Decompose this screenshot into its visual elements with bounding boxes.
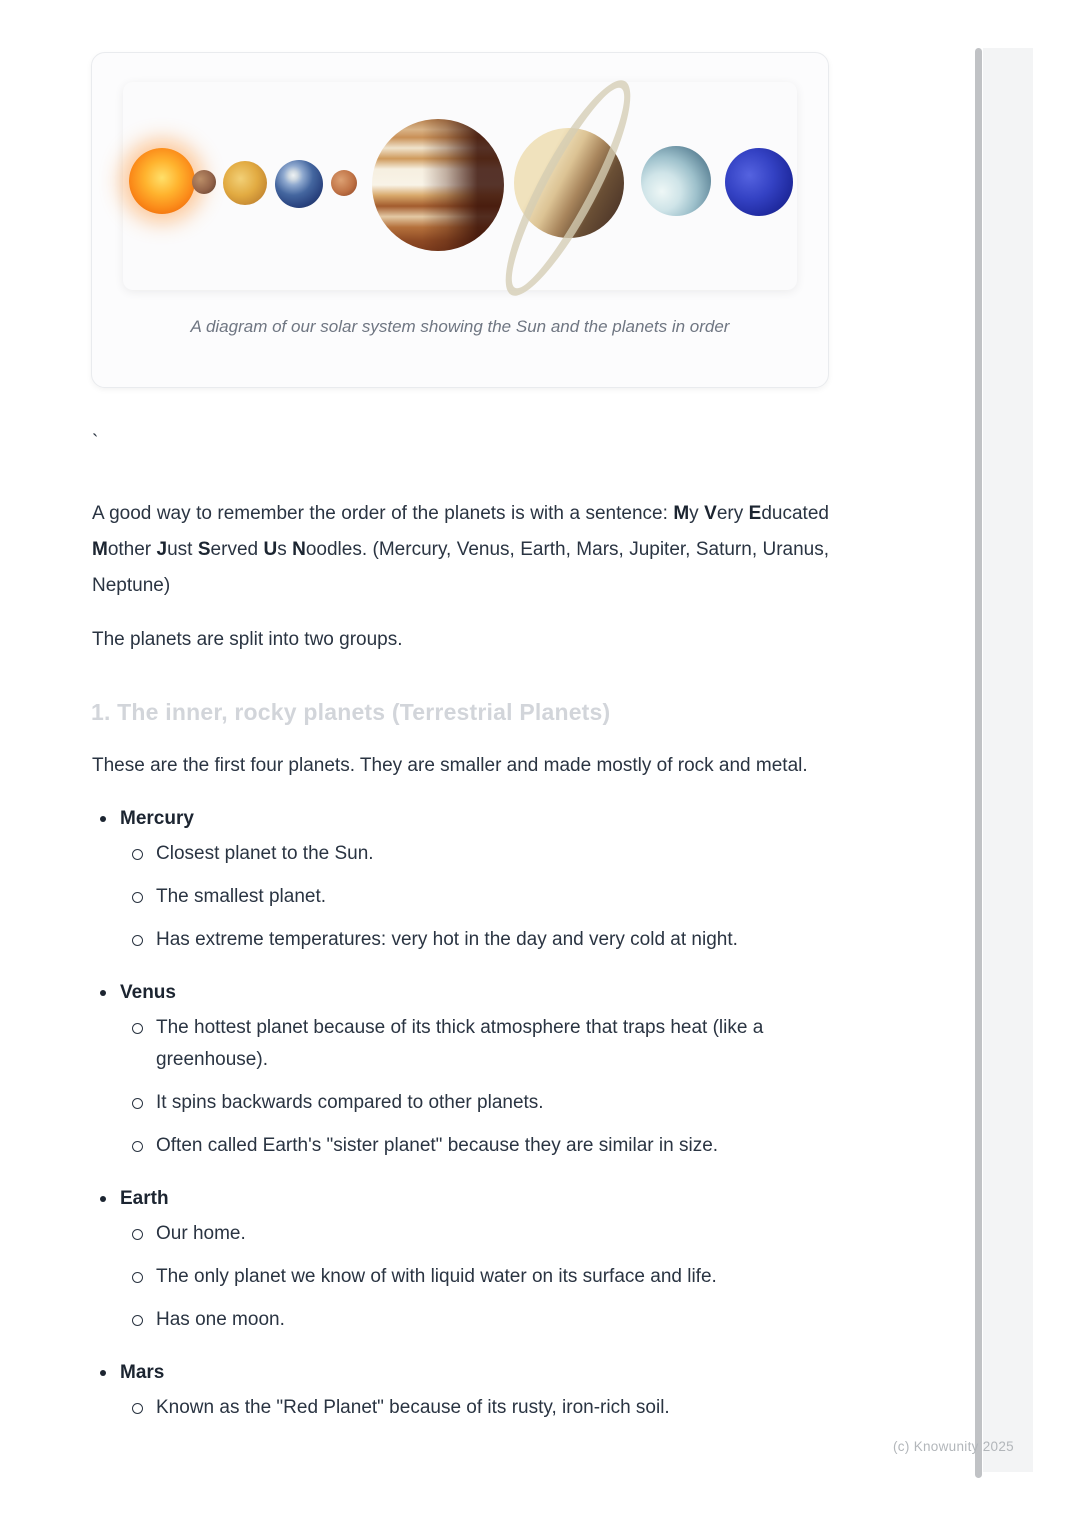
mnemonic-bold-letter: E: [748, 503, 762, 524]
mnemonic-text: y: [689, 503, 705, 524]
bullet-icon: [100, 990, 106, 996]
page-preview-panel: [983, 48, 1033, 1472]
mnemonic-bold-letter: N: [292, 539, 306, 560]
figure-card: [91, 52, 829, 388]
mnemonic-text: oodles.: [305, 539, 373, 560]
document-page: [91, 52, 829, 1447]
mnemonic-bold-letter: S: [197, 539, 211, 560]
sub-bullet-icon: [132, 1229, 143, 1240]
planet-fact-item: [91, 1012, 829, 1076]
planet-name-row: [91, 1185, 829, 1213]
watermark-text: (c) Knowunity 2025: [893, 1439, 1014, 1454]
mnemonic-text: other: [107, 539, 157, 560]
mnemonic-bold-letter: M: [92, 539, 108, 560]
planet-fact-text: The only planet we know of with liquid water on its surface and life.: [156, 1266, 717, 1287]
sub-bullet-icon: [132, 1315, 143, 1326]
jupiter-image: [372, 119, 504, 251]
mars-image: [331, 170, 357, 196]
scrollbar-thumb[interactable]: [975, 48, 982, 1478]
sub-bullet-icon: [132, 935, 143, 946]
mnemonic-text: (Mercury, Venus, Earth, Mars, Jupiter, Saturn, Uranus, Neptune): [92, 539, 830, 596]
bullet-icon: [100, 816, 106, 822]
planet-fact-text: Our home.: [156, 1223, 246, 1244]
planet-name-row: [91, 805, 829, 833]
solar-system-image: [123, 82, 797, 290]
planet-name-label: Mars: [120, 1362, 165, 1383]
mnemonic-bold-letter: U: [263, 539, 278, 560]
planet-fact-item: [91, 1087, 829, 1119]
mercury-image: [192, 170, 216, 194]
mnemonic-paragraph: [92, 496, 829, 604]
planet-fact-item: [91, 1130, 829, 1162]
stray-backtick-text: `: [92, 432, 99, 453]
planet-list-item: [91, 805, 829, 956]
planet-fact-item: [91, 1218, 829, 1250]
planet-fact-text: The hottest planet because of its thick atmosphere that traps heat (like a greenhouse).: [156, 1017, 764, 1070]
sub-bullet-icon: [132, 1403, 143, 1414]
planet-fact-text: It spins backwards compared to other planets.: [156, 1092, 544, 1113]
planet-fact-text: Known as the "Red Planet" because of its rusty, iron-rich soil.: [156, 1397, 670, 1418]
planet-list-item: [91, 1185, 829, 1336]
uranus-image: [641, 146, 711, 216]
sub-bullet-icon: [132, 1023, 143, 1034]
planet-fact-item: [91, 1392, 829, 1424]
mnemonic-text: s: [277, 539, 293, 560]
venus-image: [223, 161, 267, 205]
planet-fact-item: [91, 881, 829, 913]
neptune-image: [725, 148, 793, 216]
sub-bullet-icon: [132, 1098, 143, 1109]
earth-image: [275, 160, 323, 208]
sub-bullet-icon: [132, 892, 143, 903]
planet-fact-item: [91, 1304, 829, 1336]
bullet-icon: [100, 1370, 106, 1376]
groups-intro-paragraph: The planets are split into two groups.: [92, 629, 403, 650]
mnemonic-bold-letter: V: [704, 503, 717, 524]
planet-fact-text: The smallest planet.: [156, 886, 327, 907]
planet-name-label: Venus: [120, 982, 176, 1003]
mnemonic-text: ducated: [761, 503, 829, 524]
sub-bullet-icon: [132, 1272, 143, 1283]
planet-name-label: Earth: [120, 1188, 169, 1209]
saturn-ring-image: [486, 68, 651, 309]
section-intro-paragraph: These are the first four planets. They are smaller and made mostly of rock and metal.: [92, 755, 808, 776]
planet-list-item: [91, 1359, 829, 1424]
planet-fact-item: [91, 1261, 829, 1293]
mnemonic-bold-letter: M: [673, 503, 690, 524]
section-heading-inner-planets: 1. The inner, rocky planets (Terrestrial Planets): [91, 699, 611, 725]
planet-fact-text: Often called Earth's "sister planet" because they are similar in size.: [156, 1135, 719, 1156]
planet-name-label: Mercury: [120, 808, 194, 829]
mnemonic-text: ust: [167, 539, 198, 560]
mnemonic-text: erved: [210, 539, 264, 560]
planet-fact-item: [91, 924, 829, 956]
planet-list: [91, 805, 829, 1424]
planet-name-row: [91, 1359, 829, 1387]
planet-fact-item: [91, 838, 829, 870]
sun-image: [129, 148, 195, 214]
sub-bullet-icon: [132, 1141, 143, 1152]
bullet-icon: [100, 1196, 106, 1202]
planet-name-row: [91, 979, 829, 1007]
planet-fact-text: Has extreme temperatures: very hot in the day and very cold at night.: [156, 929, 738, 950]
mnemonic-text: A good way to remember the order of the planets is with a sentence:: [92, 503, 674, 524]
figure-caption: A diagram of our solar system showing the Sun and the planets in order: [190, 317, 730, 336]
planet-fact-text: Closest planet to the Sun.: [156, 843, 374, 864]
mnemonic-bold-letter: J: [156, 539, 168, 560]
mnemonic-text: ery: [716, 503, 749, 524]
sub-bullet-icon: [132, 849, 143, 860]
planet-list-item: [91, 979, 829, 1162]
planet-fact-text: Has one moon.: [156, 1309, 285, 1330]
